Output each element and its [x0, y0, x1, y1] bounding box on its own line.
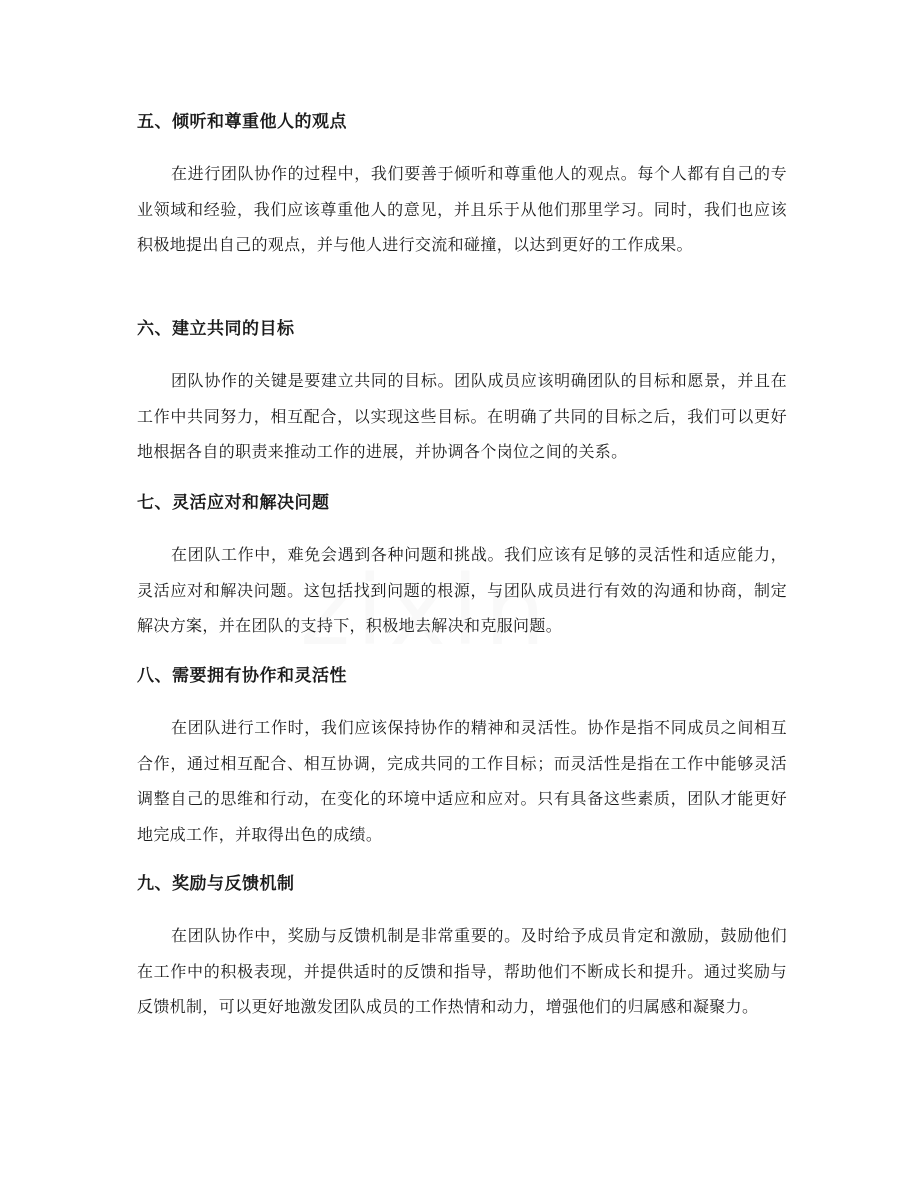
section-paragraph: 团队协作的关键是要建立共同的目标。团队成员应该明确团队的目标和愿景，并且在工作中共同努力，相互配合，以实现这些目标。在明确了共同的目标之后，我们可以更好地根据各自的职责来推动工作的进展，并协调各个岗位之间的关系。 [137, 371, 787, 461]
section-5 [137, 110, 787, 263]
section-paragraph: 在团队协作中，奖励与反馈机制是非常重要的。及时给予成员肯定和激励，鼓励他们在工作中的积极表现，并提供适时的反馈和指导，帮助他们不断成长和提升。通过奖励与反馈机制，可以更好地激发团队成员的工作热情和动力，增强他们的归属感和凝聚力。 [137, 926, 787, 1016]
section-heading: 五、倾听和尊重他人的观点 [137, 112, 347, 132]
section-heading: 六、建立共同的目标 [137, 319, 295, 339]
section-paragraph: 在团队工作中，难免会遇到各种问题和挑战。我们应该有足够的灵活性和适应能力，灵活应对和解决问题。这包括找到问题的根源，与团队成员进行有效的沟通和协商，制定解决方案，并在团队的支持下，积极地去解决和克服问题。 [137, 545, 787, 635]
section-paragraph: 在进行团队协作的过程中，我们要善于倾听和尊重他人的观点。每个人都有自己的专业领域和经验，我们应该尊重他人的意见，并且乐于从他们那里学习。同时，我们也应该积极地提出自己的观点，并与他人进行交流和碰撞，以达到更好的工作成果。 [137, 164, 787, 254]
section-6 [137, 317, 787, 470]
section-7 [137, 491, 787, 644]
section-heading: 七、灵活应对和解决问题 [137, 493, 330, 513]
section-heading: 九、奖励与反馈机制 [137, 874, 295, 894]
section-8 [137, 664, 787, 852]
section-9 [137, 872, 787, 1025]
section-heading: 八、需要拥有协作和灵活性 [137, 666, 347, 686]
section-paragraph: 在团队进行工作时，我们应该保持协作的精神和灵活性。协作是指不同成员之间相互合作，通过相互配合、相互协调，完成共同的工作目标；而灵活性是指在工作中能够灵活调整自己的思维和行动，在变化的环境中适应和应对。只有具备这些素质，团队才能更好地完成工作，并取得出色的成绩。 [137, 718, 787, 844]
